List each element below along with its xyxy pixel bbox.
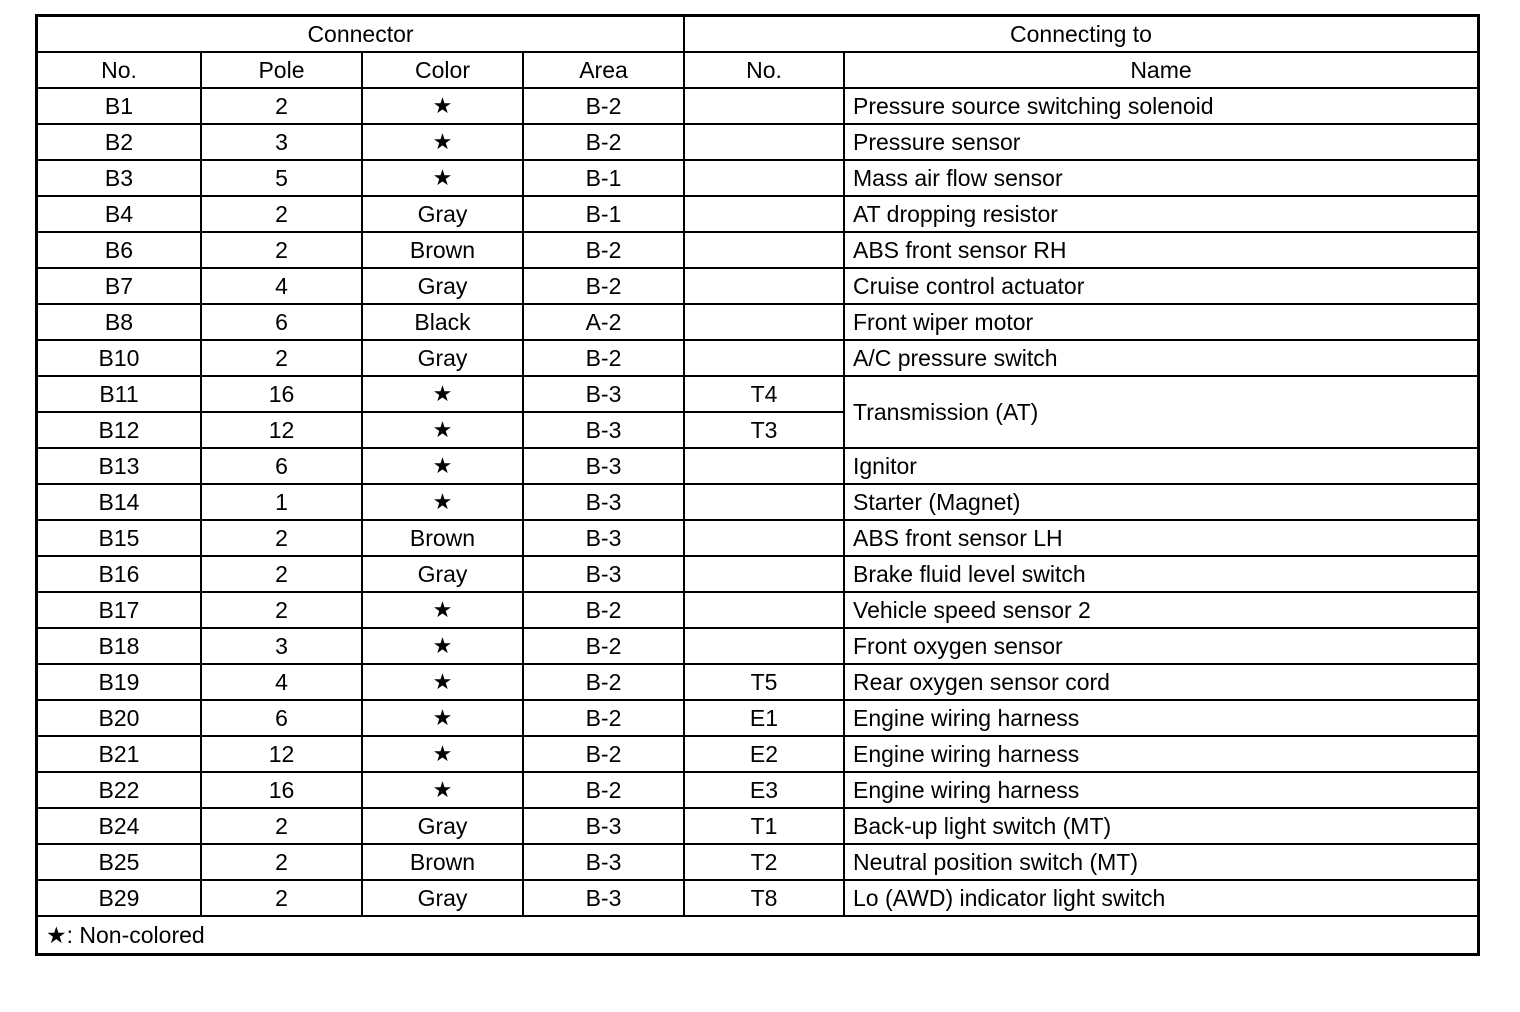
column-header-connecting-no: No. [684, 52, 844, 88]
non-colored-star-icon: ★ [362, 592, 523, 628]
area-cell: B-1 [523, 160, 684, 196]
color-cell: Gray [362, 556, 523, 592]
area-cell: B-3 [523, 484, 684, 520]
color-cell: Gray [362, 340, 523, 376]
connector-no-cell: B24 [38, 808, 201, 844]
column-header-area: Area [523, 52, 684, 88]
connecting-name-cell: Starter (Magnet) [844, 484, 1477, 520]
table-row [38, 520, 1477, 556]
connecting-name-cell: Engine wiring harness [844, 772, 1477, 808]
connecting-no-cell [684, 196, 844, 232]
area-cell: B-3 [523, 808, 684, 844]
pole-cell: 2 [201, 520, 362, 556]
non-colored-star-icon: ★ [362, 160, 523, 196]
pole-cell: 2 [201, 556, 362, 592]
connector-no-cell: B12 [38, 412, 201, 448]
pole-cell: 16 [201, 772, 362, 808]
table-row [38, 196, 1477, 232]
connecting-name-cell: A/C pressure switch [844, 340, 1477, 376]
table-row [38, 664, 1477, 700]
table-body [38, 88, 1477, 916]
connecting-no-cell: T1 [684, 808, 844, 844]
area-cell: A-2 [523, 304, 684, 340]
footnote: ★: Non-colored [46, 922, 205, 948]
table-row [38, 880, 1477, 916]
connecting-no-cell: E1 [684, 700, 844, 736]
connecting-name-cell: ABS front sensor RH [844, 232, 1477, 268]
connecting-no-cell: E2 [684, 736, 844, 772]
connector-no-cell: B6 [38, 232, 201, 268]
connector-no-cell: B3 [38, 160, 201, 196]
connecting-no-cell: T3 [684, 412, 844, 448]
connector-table [38, 17, 1477, 917]
area-cell: B-1 [523, 196, 684, 232]
non-colored-star-icon: ★ [362, 700, 523, 736]
pole-cell: 3 [201, 628, 362, 664]
non-colored-star-icon: ★ [362, 664, 523, 700]
pole-cell: 12 [201, 736, 362, 772]
pole-cell: 2 [201, 880, 362, 916]
connecting-no-cell [684, 556, 844, 592]
connector-no-cell: B21 [38, 736, 201, 772]
connecting-name-cell: Engine wiring harness [844, 736, 1477, 772]
connector-no-cell: B18 [38, 628, 201, 664]
area-cell: B-2 [523, 268, 684, 304]
connecting-no-cell [684, 448, 844, 484]
pole-cell: 3 [201, 124, 362, 160]
connecting-name-cell: AT dropping resistor [844, 196, 1477, 232]
color-cell: Black [362, 304, 523, 340]
area-cell: B-2 [523, 772, 684, 808]
connector-no-cell: B8 [38, 304, 201, 340]
table-row [38, 484, 1477, 520]
connector-no-cell: B19 [38, 664, 201, 700]
area-cell: B-2 [523, 232, 684, 268]
non-colored-star-icon: ★ [362, 376, 523, 412]
color-cell: Brown [362, 232, 523, 268]
table-row [38, 808, 1477, 844]
color-cell: Gray [362, 880, 523, 916]
color-cell: Brown [362, 520, 523, 556]
column-header-name: Name [844, 52, 1477, 88]
table-row [38, 628, 1477, 664]
pole-cell: 2 [201, 592, 362, 628]
connector-no-cell: B15 [38, 520, 201, 556]
connecting-name-cell: Front wiper motor [844, 304, 1477, 340]
connector-no-cell: B1 [38, 88, 201, 124]
connecting-name-cell: Brake fluid level switch [844, 556, 1477, 592]
connector-no-cell: B22 [38, 772, 201, 808]
pole-cell: 2 [201, 196, 362, 232]
connector-no-cell: B10 [38, 340, 201, 376]
area-cell: B-2 [523, 736, 684, 772]
table-row [38, 124, 1477, 160]
connecting-no-cell [684, 160, 844, 196]
area-cell: B-3 [523, 448, 684, 484]
pole-cell: 2 [201, 88, 362, 124]
pole-cell: 2 [201, 340, 362, 376]
non-colored-star-icon: ★ [362, 88, 523, 124]
table-row [38, 772, 1477, 808]
connecting-name-cell: Rear oxygen sensor cord [844, 664, 1477, 700]
connector-no-cell: B16 [38, 556, 201, 592]
connector-no-cell: B29 [38, 880, 201, 916]
connecting-no-cell: T4 [684, 376, 844, 412]
area-cell: B-3 [523, 556, 684, 592]
non-colored-star-icon: ★ [362, 772, 523, 808]
table-row [38, 160, 1477, 196]
table-row [38, 376, 1477, 412]
pole-cell: 4 [201, 268, 362, 304]
connecting-no-cell [684, 232, 844, 268]
connecting-no-cell [684, 124, 844, 160]
connecting-name-cell: Pressure sensor [844, 124, 1477, 160]
connecting-name-cell: Mass air flow sensor [844, 160, 1477, 196]
pole-cell: 2 [201, 232, 362, 268]
pole-cell: 4 [201, 664, 362, 700]
table-row [38, 700, 1477, 736]
area-cell: B-3 [523, 844, 684, 880]
pole-cell: 5 [201, 160, 362, 196]
connecting-name-cell: Transmission (AT) [844, 376, 1477, 448]
connecting-name-cell: Cruise control actuator [844, 268, 1477, 304]
connecting-name-cell: Lo (AWD) indicator light switch [844, 880, 1477, 916]
connector-no-cell: B25 [38, 844, 201, 880]
connecting-no-cell [684, 340, 844, 376]
pole-cell: 6 [201, 700, 362, 736]
connecting-name-cell: Neutral position switch (MT) [844, 844, 1477, 880]
connector-no-cell: B20 [38, 700, 201, 736]
area-cell: B-2 [523, 88, 684, 124]
column-header-pole: Pole [201, 52, 362, 88]
connecting-no-cell [684, 268, 844, 304]
connecting-name-cell: Ignitor [844, 448, 1477, 484]
connector-no-cell: B13 [38, 448, 201, 484]
connector-no-cell: B17 [38, 592, 201, 628]
pole-cell: 16 [201, 376, 362, 412]
area-cell: B-2 [523, 664, 684, 700]
area-cell: B-3 [523, 376, 684, 412]
table-row [38, 340, 1477, 376]
area-cell: B-2 [523, 628, 684, 664]
column-header-color: Color [362, 52, 523, 88]
column-header-no: No. [38, 52, 201, 88]
connector-no-cell: B4 [38, 196, 201, 232]
pole-cell: 6 [201, 304, 362, 340]
area-cell: B-3 [523, 412, 684, 448]
connecting-no-cell [684, 88, 844, 124]
connecting-no-cell: T5 [684, 664, 844, 700]
group-header-row [38, 17, 1477, 52]
area-cell: B-3 [523, 880, 684, 916]
non-colored-star-icon: ★ [362, 736, 523, 772]
connecting-name-cell: Front oxygen sensor [844, 628, 1477, 664]
pole-cell: 1 [201, 484, 362, 520]
pole-cell: 12 [201, 412, 362, 448]
color-cell: Gray [362, 196, 523, 232]
non-colored-star-icon: ★ [362, 484, 523, 520]
color-cell: Gray [362, 808, 523, 844]
area-cell: B-2 [523, 700, 684, 736]
column-header-row [38, 52, 1477, 88]
table-row [38, 736, 1477, 772]
table-row [38, 88, 1477, 124]
connector-table-frame [35, 14, 1480, 956]
non-colored-star-icon: ★ [362, 124, 523, 160]
color-cell: Gray [362, 268, 523, 304]
connector-no-cell: B7 [38, 268, 201, 304]
connecting-name-cell: Pressure source switching solenoid [844, 88, 1477, 124]
connecting-no-cell [684, 520, 844, 556]
connecting-name-cell: ABS front sensor LH [844, 520, 1477, 556]
table-row [38, 844, 1477, 880]
connector-no-cell: B2 [38, 124, 201, 160]
connecting-no-cell [684, 304, 844, 340]
group-header-connecting-to: Connecting to [684, 17, 1477, 52]
group-header-connector: Connector [38, 17, 684, 52]
connecting-name-cell: Engine wiring harness [844, 700, 1477, 736]
connecting-name-cell: Vehicle speed sensor 2 [844, 592, 1477, 628]
table-row [38, 556, 1477, 592]
connecting-no-cell: T8 [684, 880, 844, 916]
table-row [38, 592, 1477, 628]
connecting-name-cell: Back-up light switch (MT) [844, 808, 1477, 844]
non-colored-star-icon: ★ [362, 448, 523, 484]
pole-cell: 2 [201, 808, 362, 844]
table-row [38, 232, 1477, 268]
non-colored-star-icon: ★ [362, 628, 523, 664]
area-cell: B-3 [523, 520, 684, 556]
pole-cell: 2 [201, 844, 362, 880]
pole-cell: 6 [201, 448, 362, 484]
connector-no-cell: B11 [38, 376, 201, 412]
table-row [38, 448, 1477, 484]
connecting-no-cell [684, 628, 844, 664]
area-cell: B-2 [523, 124, 684, 160]
area-cell: B-2 [523, 340, 684, 376]
connecting-no-cell [684, 592, 844, 628]
connector-no-cell: B14 [38, 484, 201, 520]
table-row [38, 268, 1477, 304]
area-cell: B-2 [523, 592, 684, 628]
table-row [38, 304, 1477, 340]
connecting-no-cell: T2 [684, 844, 844, 880]
connecting-no-cell: E3 [684, 772, 844, 808]
color-cell: Brown [362, 844, 523, 880]
non-colored-star-icon: ★ [362, 412, 523, 448]
connecting-no-cell [684, 484, 844, 520]
